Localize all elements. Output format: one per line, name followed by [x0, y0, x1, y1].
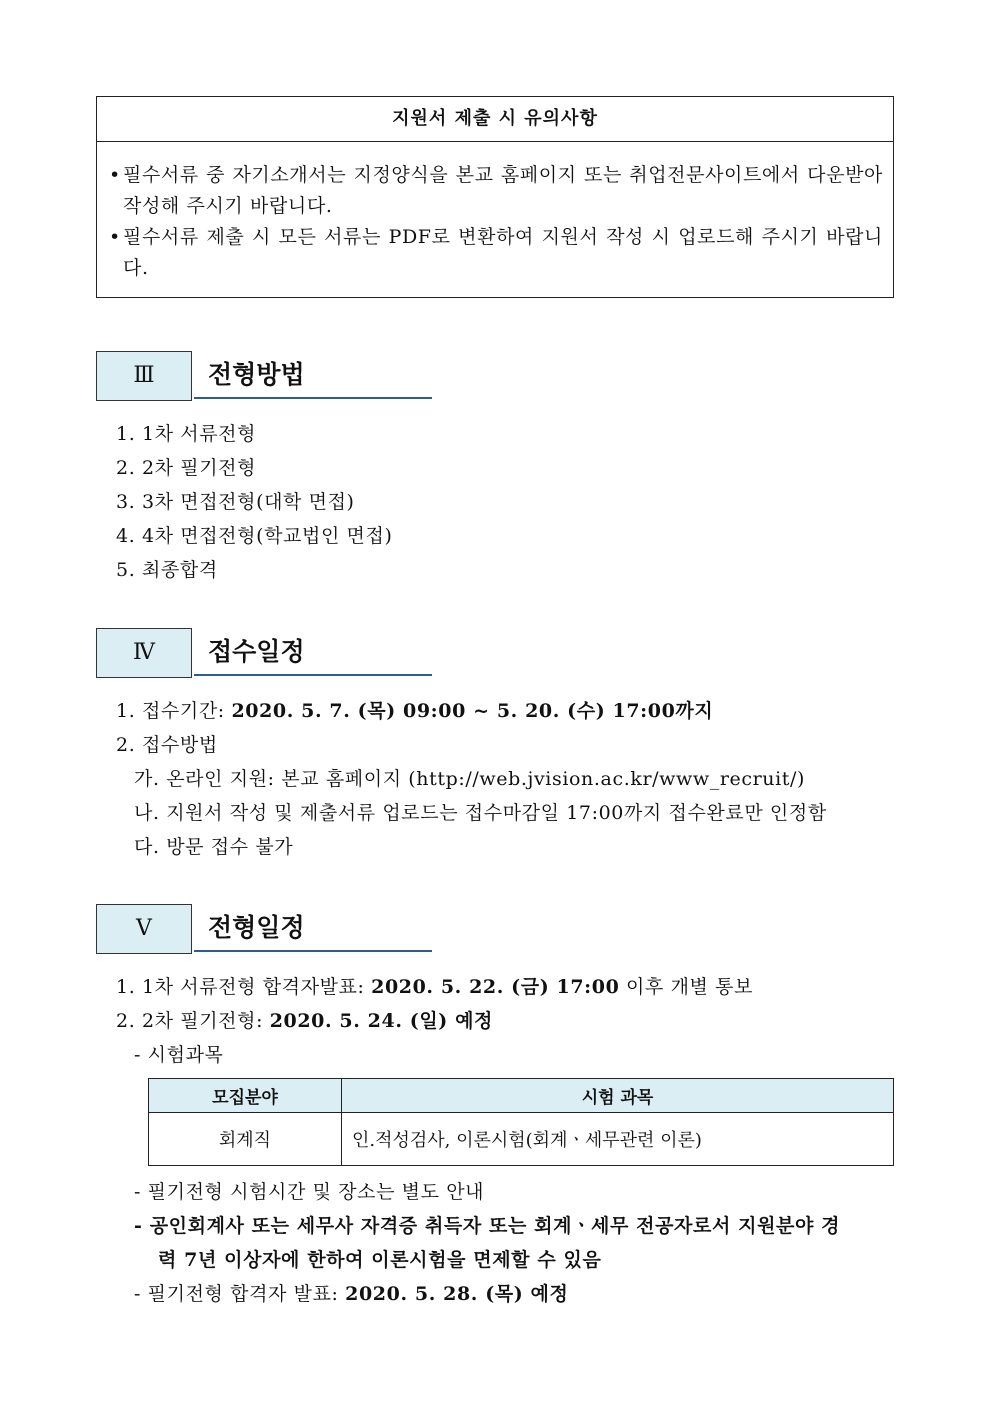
table-header-row	[149, 1079, 894, 1113]
period-value: 2020. 5. 7. (목) 09:00 ~ 5. 20. (수) 17:00까지	[231, 700, 714, 722]
section-header-4	[96, 628, 432, 678]
written-result-date: 2020. 5. 28. (목) 예정	[345, 1283, 569, 1305]
written-result-label: - 필기전형 합격자 발표:	[134, 1283, 346, 1305]
section-number: Ⅲ	[96, 351, 192, 401]
method-label: 2. 접수방법	[116, 734, 218, 756]
section-header-5	[96, 904, 432, 954]
first-result-line	[116, 972, 753, 999]
table-row	[149, 1113, 894, 1166]
first-result-label: 1. 1차 서류전형 합격자발표:	[116, 976, 372, 998]
notice-item: • 필수서류 제출 시 모든 서류는 PDF로 변환하여 지원서 작성 시 업로드해 주시기 바랍니다.	[109, 222, 883, 284]
section-title: 전형일정	[194, 904, 432, 952]
list-item: 3. 3차 면접전형(대학 면접)	[116, 491, 355, 513]
period-label: 1. 접수기간:	[116, 700, 232, 722]
list-item: 1. 1차 서류전형	[116, 423, 257, 445]
subject-label: - 시험과목	[134, 1044, 224, 1066]
first-result-suffix: 이후 개별 통보	[619, 976, 754, 998]
section-title: 접수일정	[194, 628, 432, 676]
notice-title: 지원서 제출 시 유의사항	[97, 97, 893, 142]
list-item: 5. 최종합격	[116, 559, 218, 581]
written-exam-line	[116, 1006, 493, 1033]
note-line: - 필기전형 시험시간 및 장소는 별도 안내	[134, 1181, 485, 1203]
table-cell: 인.적성검사, 이론시험(회계ㆍ세무관련 이론)	[342, 1113, 894, 1166]
notice-item: • 필수서류 중 자기소개서는 지정양식을 본교 홈페이지 또는 취업전문사이트에서 다운받아 작성해 주시기 바랍니다.	[109, 160, 883, 222]
section-header-3	[96, 351, 432, 401]
method-item: 나. 지원서 작성 및 제출서류 업로드는 접수마감일 17:00까지 접수완료만 인정함	[134, 802, 827, 824]
list-item: 2. 2차 필기전형	[116, 457, 257, 479]
table-cell: 회계직	[149, 1113, 342, 1166]
section-number: Ⅴ	[96, 904, 192, 954]
exemption-note-line2: 력 7년 이상자에 한하여 이론시험을 면제할 수 있음	[158, 1249, 602, 1271]
application-period	[116, 696, 713, 723]
written-result-line	[134, 1279, 568, 1306]
first-result-date: 2020. 5. 22. (금) 17:00	[371, 976, 620, 998]
table-header: 시험 과목	[342, 1079, 894, 1113]
table-header: 모집분야	[149, 1079, 342, 1113]
method-item: 가. 온라인 지원: 본교 홈페이지 (http://web.jvision.ac.kr/www_recruit/)	[134, 768, 806, 790]
notice-box	[96, 96, 894, 298]
list-item: 4. 4차 면접전형(학교법인 면접)	[116, 525, 393, 547]
section-title: 전형방법	[194, 351, 432, 399]
notice-body	[97, 142, 893, 284]
section-number: Ⅳ	[96, 628, 192, 678]
method-item: 다. 방문 접수 불가	[134, 836, 294, 858]
exemption-note-line1: - 공인회계사 또는 세무사 자격증 취득자 또는 회계ㆍ세무 전공자로서 지원분야 경	[134, 1215, 841, 1237]
written-exam-label: 2. 2차 필기전형:	[116, 1010, 270, 1032]
written-exam-date: 2020. 5. 24. (일) 예정	[269, 1010, 494, 1032]
exam-subject-table	[148, 1078, 894, 1166]
